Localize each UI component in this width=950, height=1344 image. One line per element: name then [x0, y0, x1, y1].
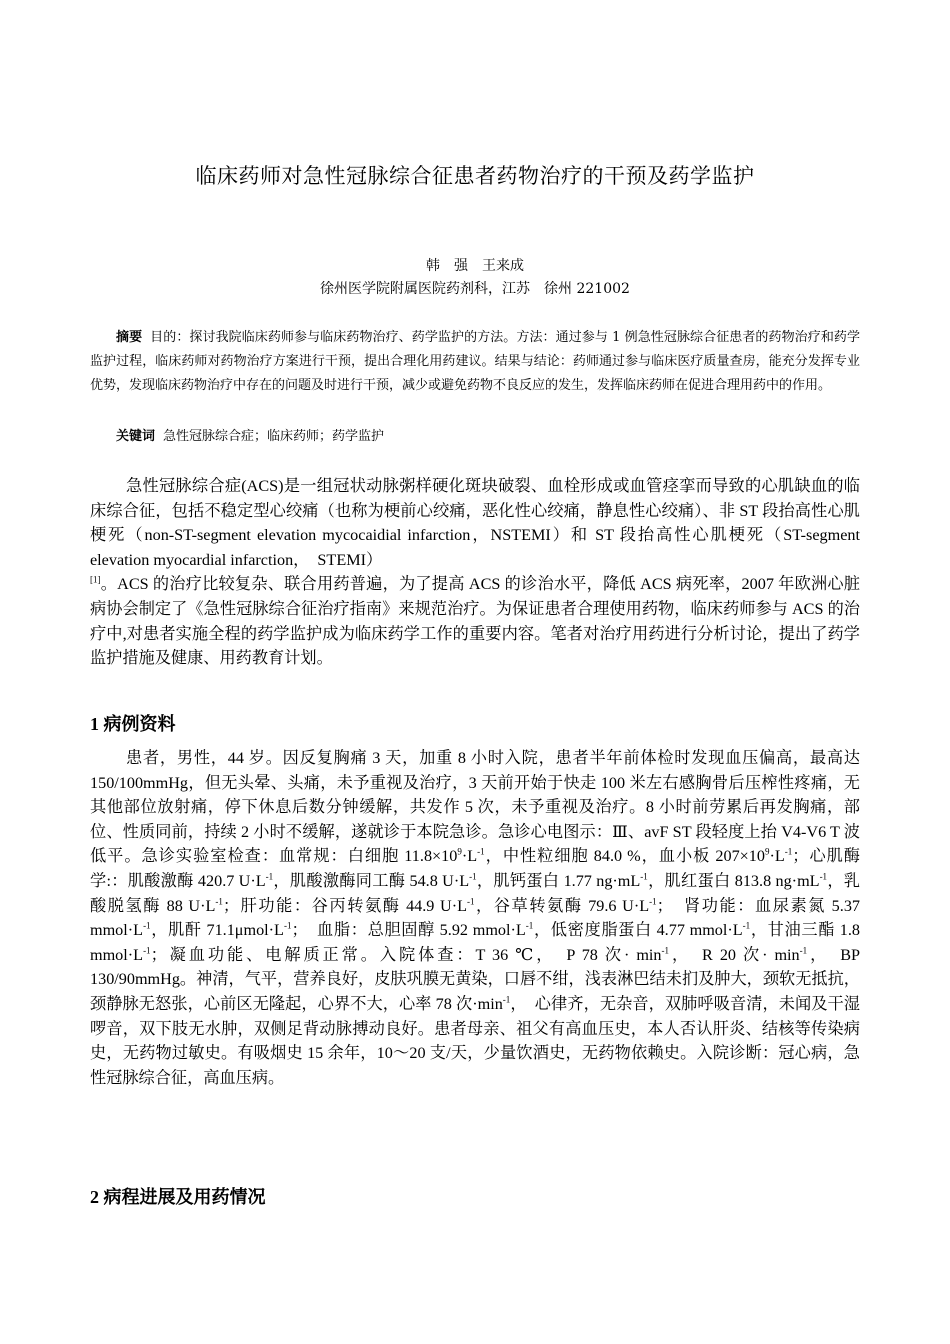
keywords-label: 关键词: [116, 429, 156, 444]
section-heading-2: 2 病程进展及用药情况: [90, 1187, 266, 1207]
abstract-label: 摘要: [116, 330, 143, 345]
authors: 韩 强 王来成: [426, 258, 524, 274]
paper-title: 临床药师对急性冠脉综合征患者药物治疗的干预及药学监护: [195, 164, 755, 188]
abstract-text: 目的：探讨我院临床药师参与临床药物治疗、药学监护的方法。方法：通过参与 1 例急性冠脉综合征患者的药物治疗和药学监护过程，临床药师对药物治疗方案进行干预，提出合理化用药建议。结果与结论：药师通过参与临床医疗质量查房，能充分发挥专业优势，发现临床药物治疗中存在的问题及时进行干预，减少或避免药物不良反应的发生，发挥临床药师在促进合理用药中的作用。: [90, 330, 860, 393]
abstract: [90, 326, 860, 398]
section-heading-1: 1 病例资料: [90, 714, 176, 734]
keywords-text: 急性冠脉综合症；临床药师；药学监护: [163, 429, 385, 444]
affiliation: 徐州医学院附属医院药剂科，江苏 徐州 221002: [320, 281, 630, 297]
intro-paragraph: 急性冠脉综合症(ACS)是一组冠状动脉粥样硬化斑块破裂、血栓形成或血管痉挛而导致的心肌缺血的临床综合征，包括不稳定型心绞痛（也称为梗前心绞痛，恶化性心绞痛，静息性心绞痛）、非 ST 段抬高性心肌梗死（non-ST-segment elevation mycocaidial infarction，NSTEMI）和 ST 段抬高性心肌梗死（ST-segment elevation myocardial infarction， STEMI） [1]。ACS 的治疗比较复杂、联合用药普遍，为了提高 ACS 的诊治水平，降低 ACS 病死率，2007 年欧洲心脏病协会制定了《急性冠脉综合征治疗指南》来规范治疗。为保证患者合理使用药物，临床药师参与 ACS 的治疗中,对患者实施全程的药学监护成为临床药学工作的重要内容。笔者对治疗用药进行分析讨论，提出了药学监护措施及健康、用药教育计划。: [90, 477, 860, 668]
citation-ref[interactable]: [1]: [90, 574, 101, 585]
case-paragraph: 患者，男性，44 岁。因反复胸痛 3 天，加重 8 小时入院，患者半年前体检时发现血压偏高，最高达 150/100mmHg，但无头晕、头痛，未予重视及治疗，3 天前开始于快走 100 米左右感胸骨后压榨性疼痛，无其他部位放射痛，停下休息后数分钟缓解，共发作 5 次，未予重视及治疗。8 小时前劳累后再发胸痛，部位、性质同前，持续 2 小时不缓解，遂就诊于本院急诊。急诊心电图示：Ⅲ、avF ST 段轻度上抬 V4-V6 T 波低平。急诊实验室检查：血常规：白细胞 $11.8\times 10^9\cdot L^{-1}$，中性粒细胞 84.0 %，血小板 $207\times 10^9\cdot L^{-1}$；心肌酶学:：肌酸激酶 420.7 $U\cdot L^{-1}$，肌酸激酶同工酶 54.8 $U\cdot L^{-1}$，肌钙蛋白 1.77 $ng\cdot mL^{-1}$，肌红蛋白 813.8 $ng\cdot mL^{-1}$，乳酸脱氢酶 88 $U\cdot L^{-1}$；肝功能：谷丙转氨酶 44.9 $U\cdot L^{-1}$，谷草转氨酶 79.6 $U\cdot L^{-1}$； 肾功能：血尿素氮 5.37 $mmol\cdot L^{-1}$，肌酐 $71.1\mu mol\cdot L^{-1}$； 血脂：总胆固醇 5.92 $mmol\cdot L^{-1}$，低密度脂蛋白 4.77 $mmol\cdot L^{-1}$，甘油三酯 1.8 $mmol\cdot L^{-1}$；凝血功能、电解质正常。入院体查：T 36 ℃， P 78 次· $\min^{-1}$， R 20 次· $\min^{-1}$， BP 130/90mmHg。神清，气平，营养良好，皮肤巩膜无黄染，口唇不绀，浅表淋巴结未扪及肿大，颈软无抵抗，颈静脉无怒张，心前区无隆起，心界不大，心率 78 次$\cdot\min^{-1}$， 心律齐，无杂音，双肺呼吸音清，未闻及干湿啰音，双下肢无水肿，双侧足背动脉搏动良好。患者母亲、祖父有高血压史，本人否认肝炎、结核等传染病史，无药物过敏史。有吸烟史 15 余年，10～20 支/天，少量饮酒史，无药物依赖史。入院诊断：冠心病，急性冠脉综合征，高血压病。: [90, 749, 861, 1087]
keywords: [116, 425, 860, 449]
